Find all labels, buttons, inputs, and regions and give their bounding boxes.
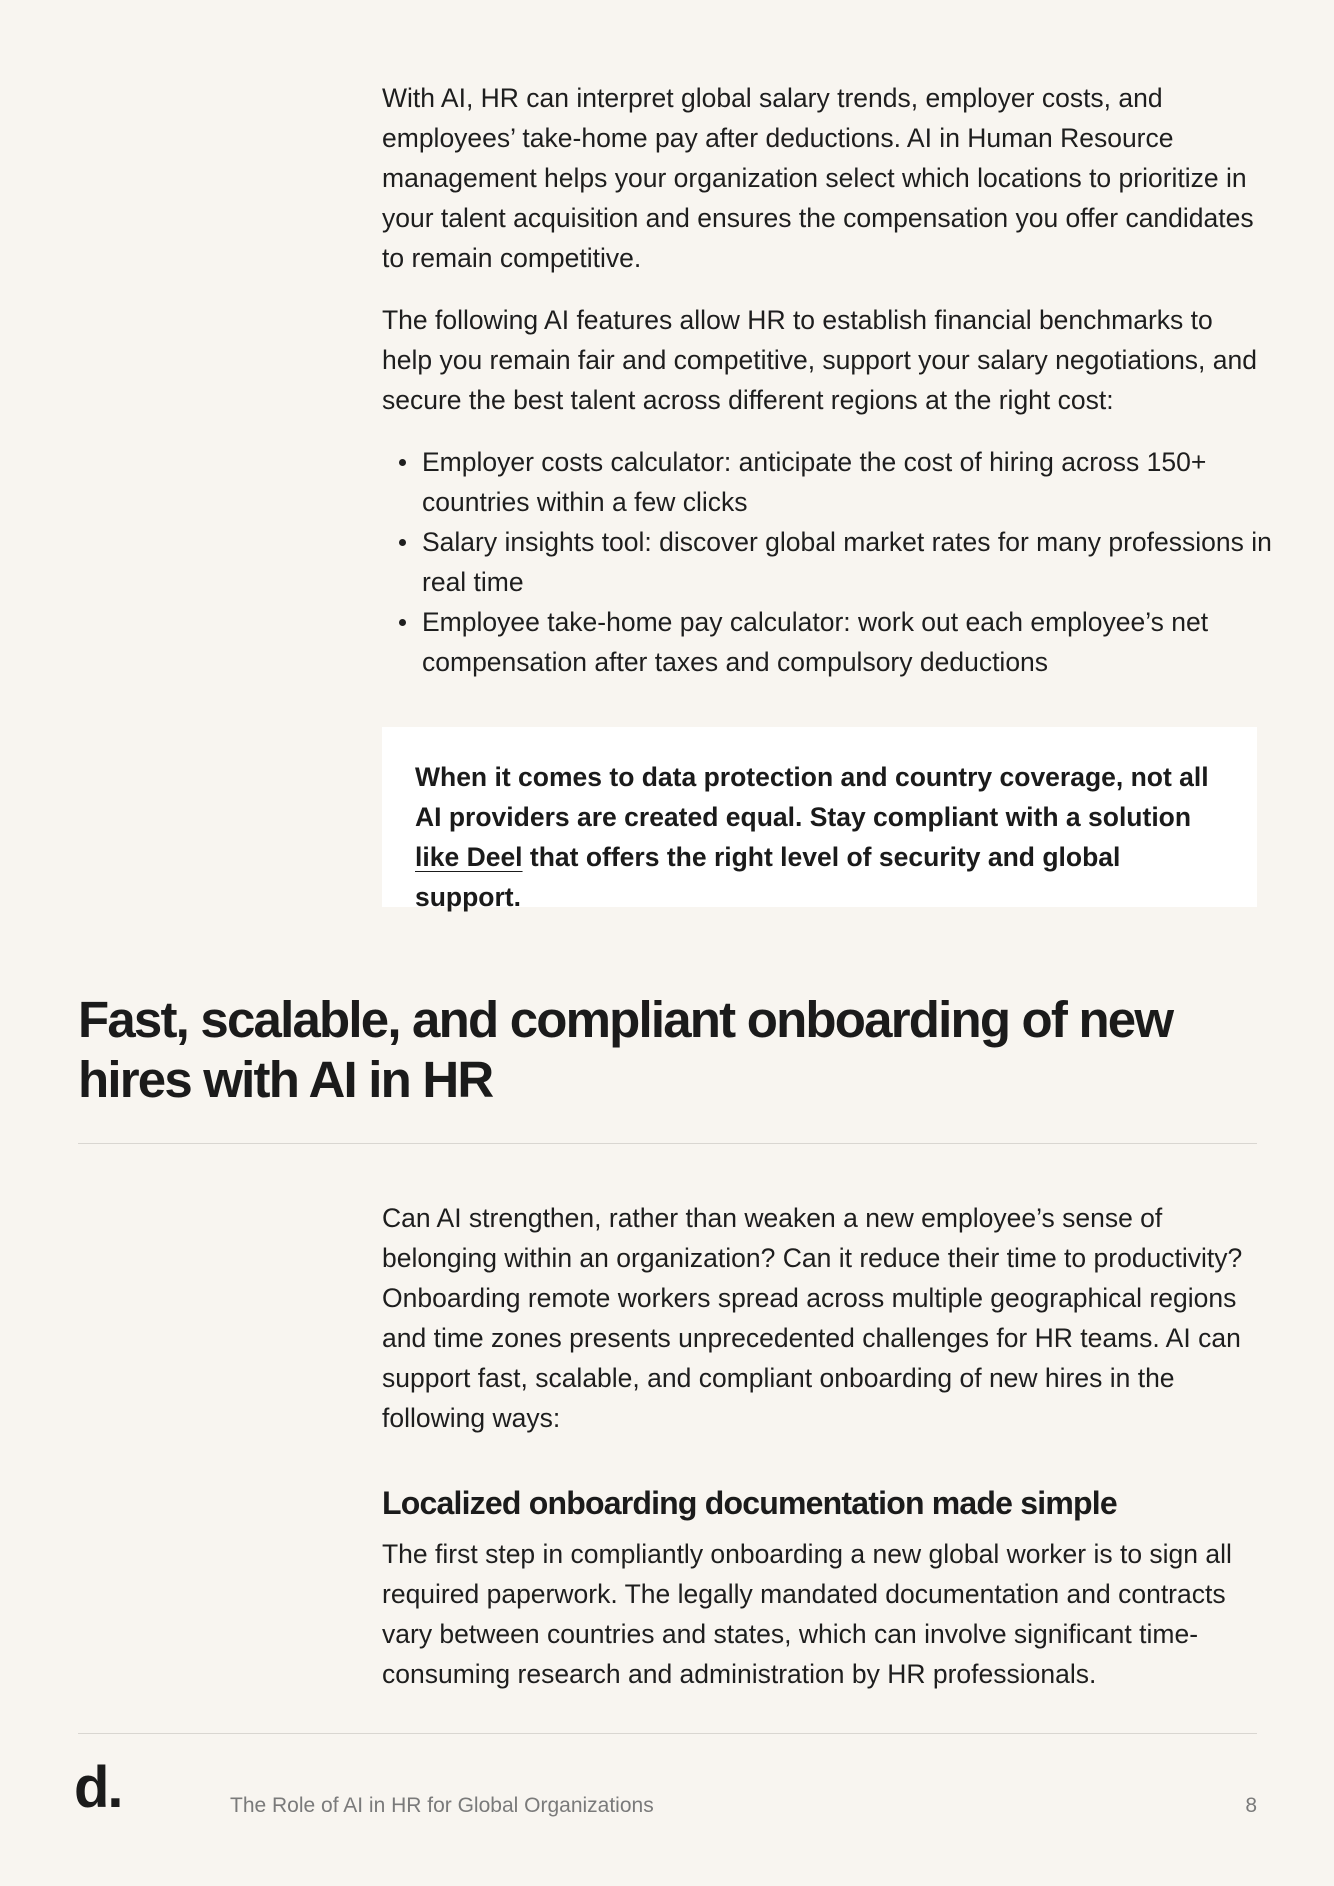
list-item: Employer costs calculator: anticipate the cost of hiring across 150+ countries within a few clicks	[422, 442, 1297, 522]
section-divider	[78, 1143, 1257, 1144]
deel-logo: d.	[74, 1755, 122, 1820]
footer-document-title: The Role of AI in HR for Global Organizations	[230, 1794, 654, 1817]
section-subheading: Localized onboarding documentation made simple	[382, 1485, 1117, 1521]
section-paragraph-1: Can AI strengthen, rather than weaken a new employee’s sense of belonging within an organization? Can it reduce their time to productivity? Onboarding remote workers spread across multiple geographical regions and time zones presents unprecedented challenges for HR teams. AI can support fast, scalable, and compliant onboarding of new hires in the following ways:	[382, 1203, 1243, 1433]
list-item: Employee take-home pay calculator: work out each employee’s net compensation after taxes and compulsory deductions	[422, 602, 1297, 682]
callout-text	[415, 757, 1227, 917]
footer-divider	[78, 1733, 1257, 1734]
callout-box	[382, 727, 1257, 912]
intro-paragraph-1: With AI, HR can interpret global salary trends, employer costs, and employees’ take-home pay after deductions. AI in Human Resource management helps your organization select which locations to prioritize in your talent acquisition and ensures the compensation you offer candidates to remain competitive.	[382, 83, 1254, 273]
section-heading: Fast, scalable, and compliant onboarding of new hires with AI in HR	[78, 991, 1173, 1108]
section-paragraph-2: The first step in compliantly onboarding a new global worker is to sign all required paperwork. The legally mandated documentation and contracts vary between countries and states, which can involve significant time-consuming research and administration by HR professionals.	[382, 1539, 1232, 1689]
callout-text-after-link: that offers the right level of security and global support.	[415, 842, 1121, 912]
list-item: Salary insights tool: discover global market rates for many professions in real time	[422, 522, 1297, 602]
callout-text-before-link: When it comes to data protection and country coverage, not all AI providers are created equal. Stay compliant with a solution	[415, 762, 1209, 832]
page-number: 8	[1245, 1794, 1257, 1817]
feature-list	[382, 442, 1297, 682]
like-deel-link[interactable]: like Deel	[415, 842, 523, 872]
intro-paragraph-2: The following AI features allow HR to establish financial benchmarks to help you remain fair and competitive, support your salary negotiations, and secure the best talent across different regions at the right cost:	[382, 305, 1257, 415]
